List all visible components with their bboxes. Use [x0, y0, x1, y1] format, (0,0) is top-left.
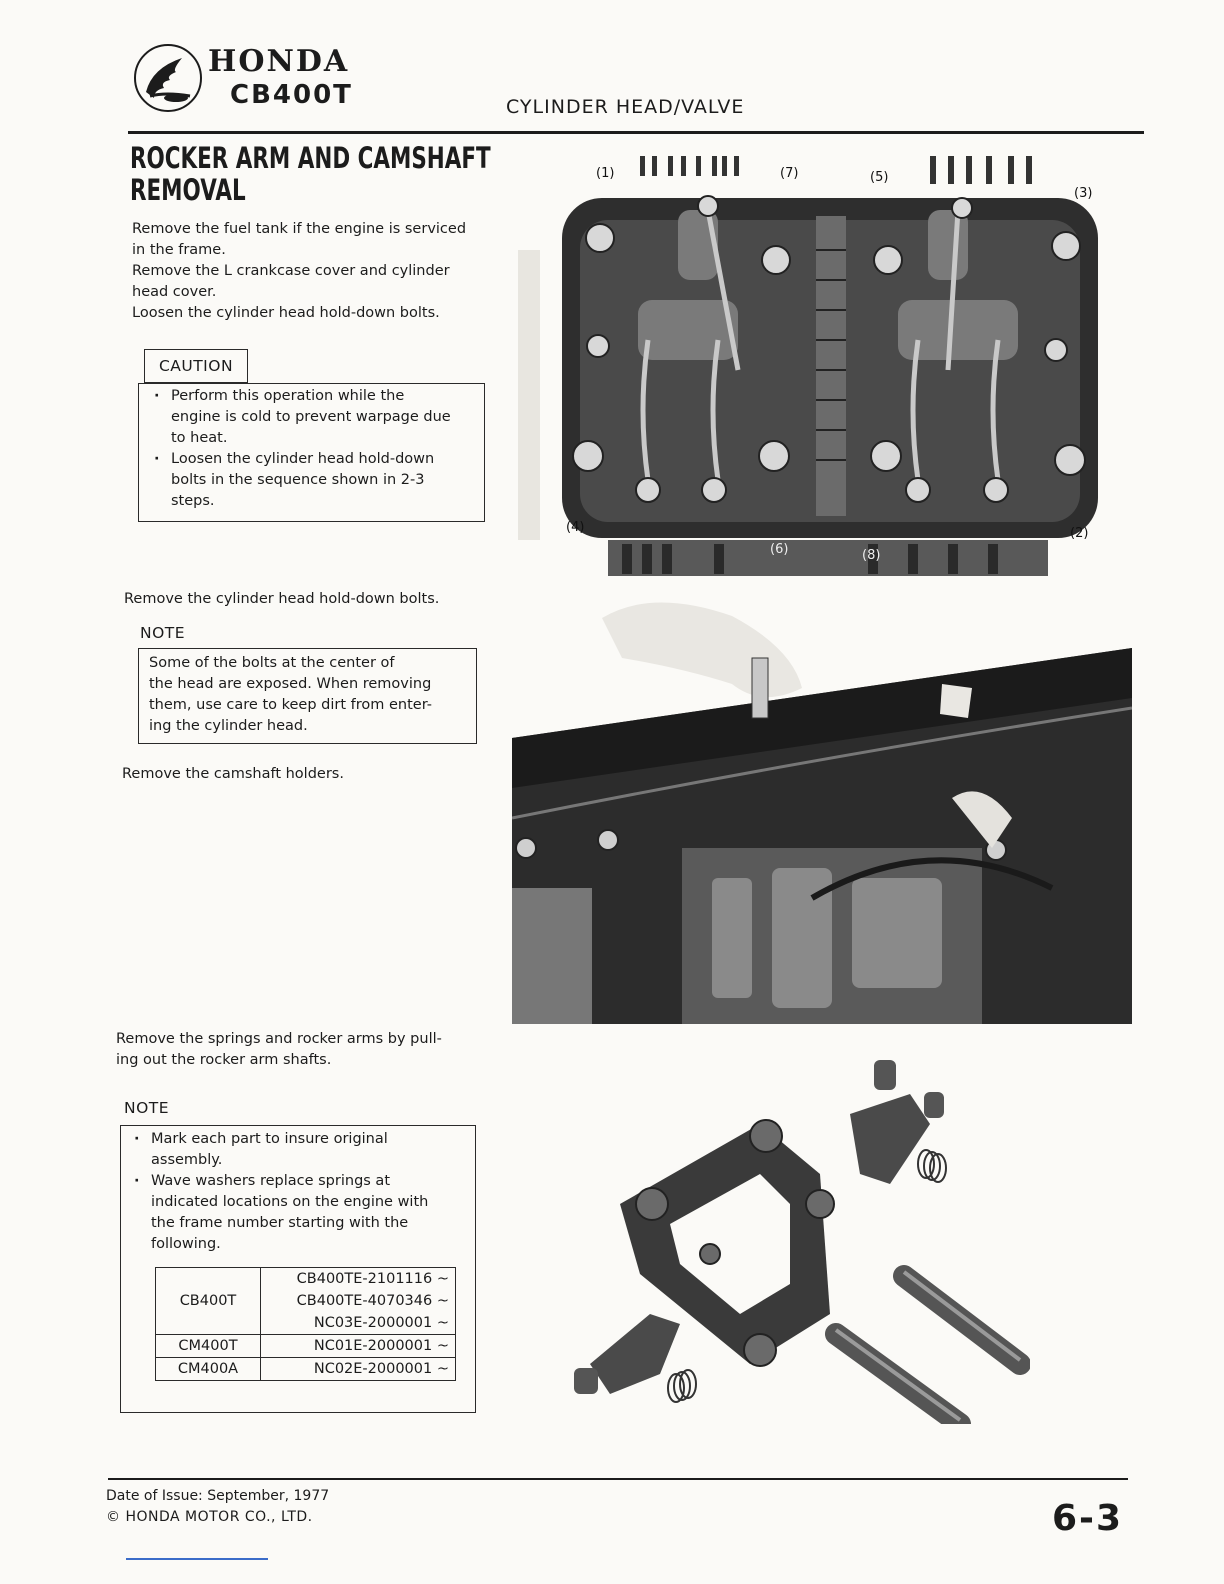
section-title: CYLINDER HEAD/VALVE: [506, 96, 745, 118]
caution-list: [148, 386, 478, 512]
intro-paragraph: [132, 219, 466, 324]
callout-label: (2): [1070, 526, 1089, 541]
callout-label: (4): [566, 520, 585, 535]
page-heading-line1: ROCKER ARM AND CAMSHAFT: [130, 141, 491, 175]
frame-cell: NC02E-2000001 ~: [261, 1358, 456, 1381]
model-name: CB400T: [230, 80, 353, 110]
table-row: [156, 1358, 456, 1381]
scan-artifact-line: [126, 1558, 268, 1560]
page-number: 6-3: [1052, 1498, 1124, 1539]
note2-label: NOTE: [124, 1099, 170, 1117]
footer-rule: [108, 1478, 1128, 1480]
note2-item: · Wave washers replace springs at indicated locations on the engine with the frame number starting with the following.: [128, 1171, 470, 1255]
model-cell: CM400T: [156, 1335, 261, 1358]
header-rule: [128, 131, 1144, 134]
model-cell: CM400A: [156, 1358, 261, 1381]
figure-rocker-parts-photo: [560, 1054, 1030, 1424]
figure-cylinder-head-photo: [518, 150, 1136, 582]
callout-label: (1): [596, 166, 615, 181]
copyright: © HONDA MOTOR CO., LTD.: [106, 1509, 313, 1525]
callout-label: (6): [770, 542, 789, 557]
step-remove-bolts: Remove the cylinder head hold-down bolts.: [124, 591, 440, 607]
table-row: [156, 1268, 456, 1335]
step-remove-springs: Remove the springs and rocker arms by pull- ing out the rocker arm shafts.: [116, 1031, 442, 1068]
callout-label: (7): [780, 166, 799, 181]
callout-label: (3): [1074, 186, 1093, 201]
callout-label: (8): [862, 548, 881, 563]
issue-date: Date of Issue: September, 1977: [106, 1488, 330, 1504]
intro-line: Remove the fuel tank if the engine is serviced: [132, 221, 467, 237]
note1-box: Some of the bolts at the center of the head are exposed. When removing them, use care to keep dirt from enter- ing the cylinder head.: [138, 648, 477, 744]
page-heading-line2: REMOVAL: [130, 173, 246, 207]
frame-cell: NC01E-2000001 ~: [261, 1335, 456, 1358]
caution-item: · Perform this operation while the engine is cold to prevent warpage due to heat.: [148, 386, 478, 449]
caution-label: CAUTION: [144, 349, 248, 383]
table-row: [156, 1335, 456, 1358]
frame-number-table: [155, 1267, 456, 1381]
frame-cell: CB400TE-2101116 ~ CB400TE-4070346 ~ NC03E-2000001 ~: [261, 1268, 456, 1335]
intro-line: Remove the L crankcase cover and cylinder: [132, 263, 450, 279]
honda-wing-logo: [132, 42, 204, 114]
note2-item: · Mark each part to insure original assembly.: [128, 1129, 470, 1171]
intro-line: head cover.: [132, 284, 217, 300]
intro-line: in the frame.: [132, 242, 226, 258]
figure-bolt-removal-photo: [512, 588, 1132, 1024]
callout-label: (5): [870, 170, 889, 185]
brand-name: HONDA: [208, 44, 350, 79]
model-cell: CB400T: [156, 1268, 261, 1335]
intro-line: Loosen the cylinder head hold-down bolts.: [132, 305, 440, 321]
note2-list: [128, 1129, 470, 1255]
caution-item: · Loosen the cylinder head hold-down bolts in the sequence shown in 2-3 steps.: [148, 449, 478, 512]
note1-label: NOTE: [140, 624, 186, 642]
step-remove-holders: Remove the camshaft holders.: [122, 766, 344, 782]
